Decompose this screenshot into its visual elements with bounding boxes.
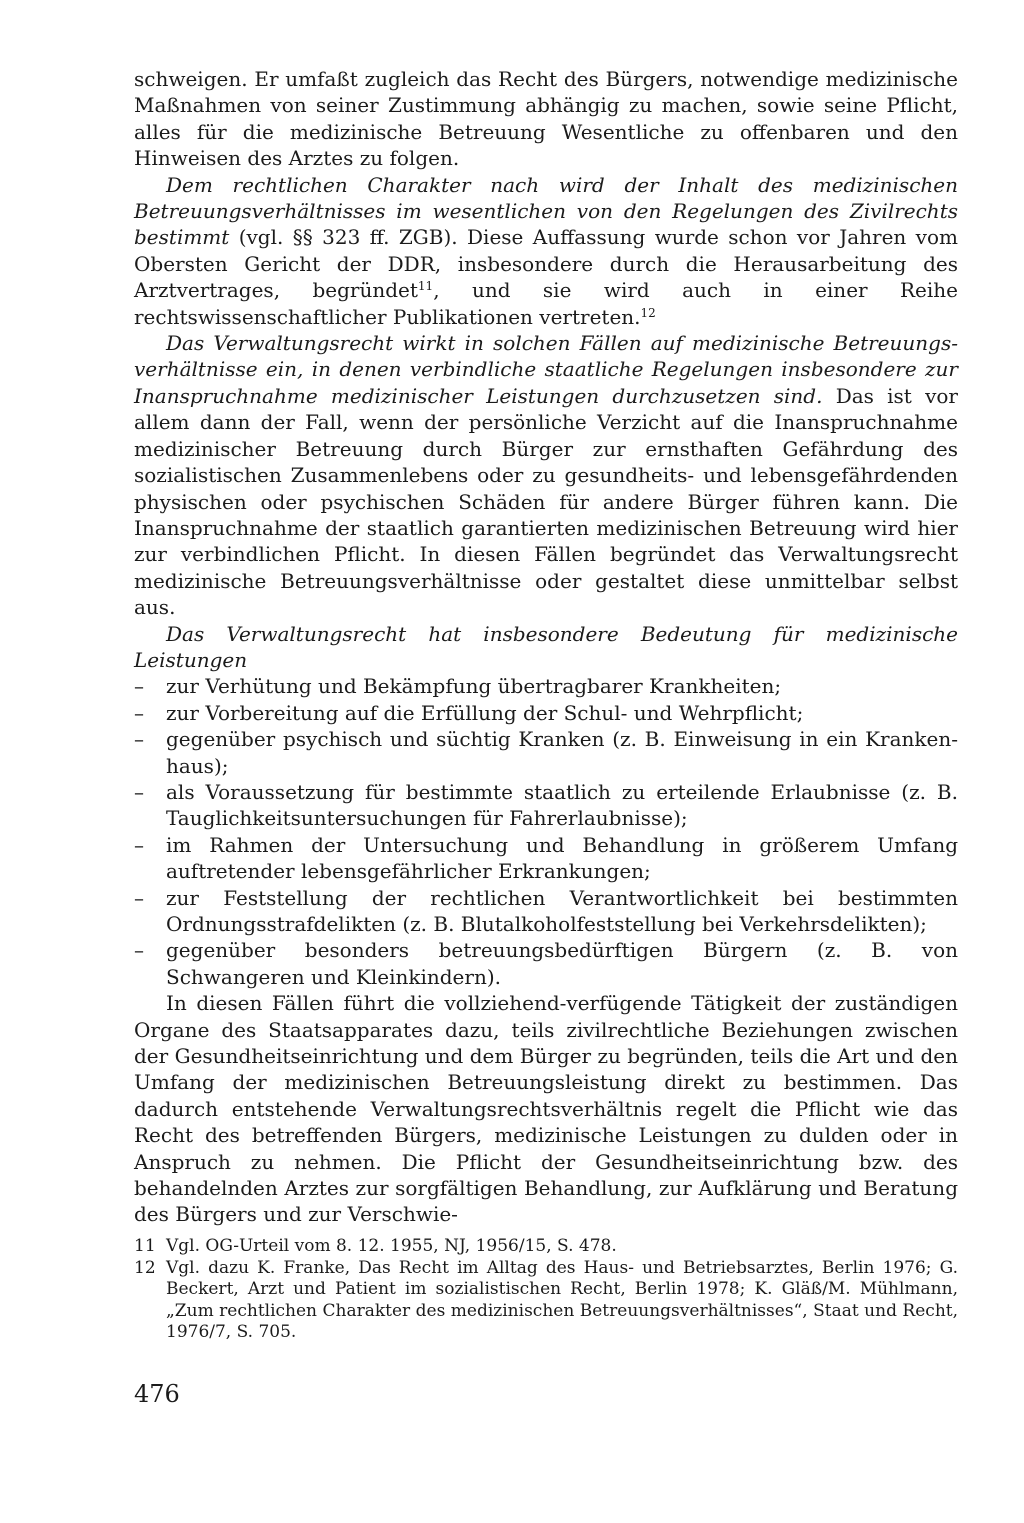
paragraph-2-text-1: (vgl. §§ 323 ff. ZGB). Diese Auffassung wurde schon vor Jahren vom Obersten Gericht der DDR, insbesondere durch die Herausarbeitung des Arztvertrages, begründet (134, 225, 958, 303)
list-item: – im Rahmen der Untersuchung und Behandlung in größerem Umfang auftretender lebensgefährlicher Erkrankungen; (134, 832, 958, 885)
list-item: – zur Vorbereitung auf die Erfüllung der Schul- und Wehrpflicht; (134, 700, 958, 726)
paragraph-2-text-2: , und sie wird auch in einer Reihe rechtswissenschaftlicher Publikationen vertreten. (134, 278, 958, 329)
paragraph-3-italic: Das Verwaltungsrecht wirkt in solchen Fällen auf medizinische Betreuungsverhältnisse ein, in denen verbindliche staatliche Regelungen insbesondere zur Inanspruchnahme medizinischer Leistungen durchzusetzen sind. (134, 331, 958, 408)
footnote-ref-12[interactable]: 12 (640, 305, 656, 320)
paragraph-3-text: Das ist vor allem dann der Fall, wenn der persönliche Verzicht auf die Inanspruchnahme medizinischer Betreuung durch Bürger zur ernsthaften Gefährdung des sozialistischen Zusammenlebens oder zu gesundheits- und lebensgefährdenden physischen oder psychischen Schäden für andere Bürger führen kann. Die Inanspruchnahme der staatlich garantierten medizinischen Betreuung wird hier zur verbindlichen Pflicht. In diesen Fällen begründet das Verwaltungsrecht medizinische Betreuungsverhältnisse oder gestaltet diese unmittelbar selbst aus. (134, 383, 958, 620)
paragraph-3 (134, 330, 958, 620)
footnote-number: 12 (134, 1257, 156, 1278)
paragraph-1: schweigen. Er umfaßt zugleich das Recht des Bürgers, notwendige medizinische Maßnahmen von seiner Zustimmung abhängig zu machen, sowie seine Pflicht, alles für die medizinische Betreuung Wesentliche zu offenbaren und den Hinweisen des Arztes zu folgen. (134, 67, 958, 171)
list-item: – zur Feststellung der rechtlichen Verantwortlichkeit bei bestimmten Ordnungsstrafdelikten (z. B. Blutalkoholfeststellung bei Verkehrsdelikten); (134, 885, 958, 938)
page-number: 476 (134, 1380, 180, 1408)
footnotes (134, 1236, 958, 1344)
list-intro: Das Verwaltungsrecht hat insbesondere Bedeutung für medizinische Leistungen (134, 621, 958, 672)
dash-list (134, 673, 958, 990)
list-item: – gegenüber psychisch und süchtig Kranken (z. B. Einweisung in ein Krankenhaus); (134, 726, 958, 779)
list-item: – gegenüber besonders betreuungsbedürftigen Bürgern (z. B. von Schwangeren und Kleinkindern). (134, 937, 958, 990)
paragraph-5: In diesen Fällen führt die vollziehend-verfügende Tätigkeit der zuständigen Organe des Staatsapparates dazu, teils zivilrechtliche Beziehungen zwischen der Gesundheitseinrichtung und dem Bürger zu begründen, teils die Art und den Umfang der medizinischen Betreuungsleistung direkt zu bestimmen. Das dadurch entstehende Verwaltungsrechtsverhältnis regelt die Pflicht wie das Recht des betreffenden Bürgers, medizinische Leistungen zu dulden oder in Anspruch zu nehmen. Die Pflicht der Gesundheitseinrichtung bzw. des behandelnden Arztes zur sorgfältigen Behandlung, zur Aufklärung und Beratung des Bürgers und zur Verschwie- (134, 991, 958, 1227)
footnote-number: 11 (134, 1236, 156, 1256)
footnote-ref-11[interactable]: 11 (417, 279, 434, 294)
paragraph-2-italic: Dem rechtlichen Charakter nach wird der Inhalt des medizinischen Betreuungsverhältnisses im wesentlichen von den Regelungen des Zivilrechts bestimmt (134, 172, 958, 250)
footnote-11 (134, 1236, 958, 1258)
footnote-text: Vgl. OG-Urteil vom 8. 12. 1955, NJ, 1956/15, S. 478. (166, 1236, 617, 1256)
paragraph-2 (134, 172, 958, 330)
page-body (134, 66, 958, 1228)
list-item: – als Voraussetzung für bestimmte staatlich zu erteilende Erlaubnisse (z. B. Tauglichkeitsuntersuchungen für Fahrerlaubnisse); (134, 779, 958, 832)
footnote-text: Vgl. dazu K. Franke, Das Recht im Alltag des Haus- und Betriebsarztes, Berlin 1976; G. Beckert, Arzt und Patient im sozialistischen Recht, Berlin 1978; K. Gläß/M. Mühlmann, „Zum rechtlichen Charakter des medizinischen Betreuungsverhältnisses“, Staat und Recht, 1976/7, S. 705. (166, 1257, 958, 1342)
footnote-12 (134, 1258, 958, 1344)
list-item: – zur Verhütung und Bekämpfung übertragbarer Krankheiten; (134, 673, 958, 699)
